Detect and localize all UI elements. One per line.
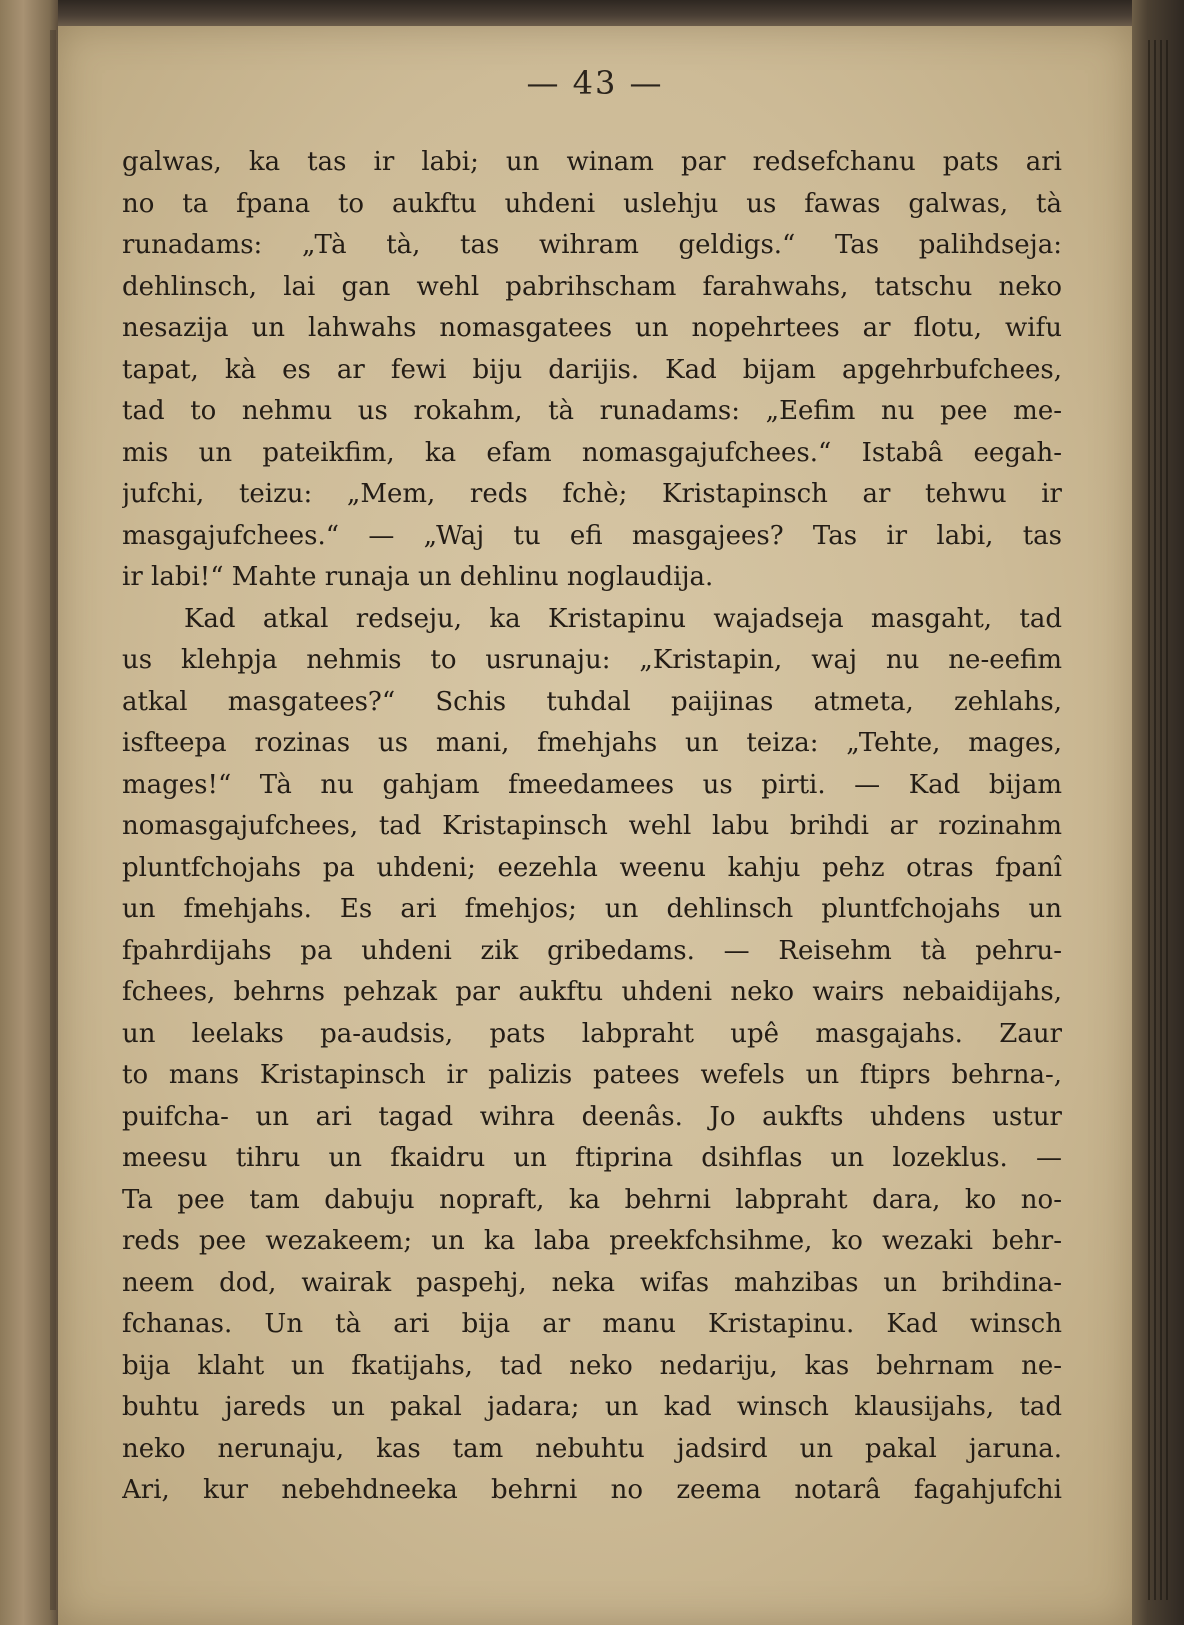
- text-line: mis un pateikfim, ka efam nomasgajufchees.“ Istabâ eegah-: [122, 437, 1062, 468]
- text-line: bija klaht un fkatijahs, tad neko nedariju, kas behrnam ne-: [122, 1350, 1062, 1381]
- text-line: Ta pee tam dabuju nopraft, ka behrni labpraht dara, ko no-: [122, 1184, 1062, 1215]
- left-page-shadow: [50, 30, 56, 1610]
- text-line: isfteepa rozinas us mani, fmehjahs un teiza: „Tehte, mages,: [122, 728, 1062, 758]
- text-line: Ari, kur nebehdneeka behrni no zeema notarâ fagahjufchi: [122, 1475, 1062, 1505]
- text-line: reds pee wezakeem; un ka laba preekfchsihme, ko wezaki behr-: [122, 1226, 1062, 1256]
- text-line: galwas, ka tas ir labi; un winam par redsefchanu pats ari: [122, 147, 1062, 177]
- text-line: un leelaks pa-audsis, pats labpraht upê masgajahs. Zaur: [122, 1018, 1062, 1049]
- text-line: fchanas. Un tà ari bija ar manu Kristapinu. Kad winsch: [122, 1309, 1062, 1339]
- text-line: tapat, kà es ar fewi biju darijis. Kad bijam apgehrbufchees,: [122, 354, 1062, 385]
- text-line: fchees, behrns pehzak par aukftu uhdeni neko wairs nebaidijahs,: [122, 977, 1062, 1007]
- book-page: [58, 26, 1132, 1625]
- text-line: dehlinsch, lai gan wehl pabrihscham farahwahs, tatschu neko: [122, 271, 1062, 302]
- text-line: fpahrdijahs pa uhdeni zik gribedams. — Reisehm tà pehru-: [122, 935, 1062, 966]
- text-line: pluntfchojahs pa uhdeni; eezehla weenu kahju pehz otras fpanî: [122, 852, 1062, 883]
- text-line: tad to nehmu us rokahm, tà runadams: „Eefim nu pee me-: [122, 396, 1062, 426]
- text-line: meesu tihru un fkaidru un ftiprina dsihflas un lozeklus. —: [122, 1143, 1062, 1173]
- text-line: nesazija un lahwahs nomasgatees un nopehrtees ar flotu, wifu: [122, 313, 1062, 343]
- text-line: atkal masgatees?“ Schis tuhdal paijinas atmeta, zehlahs,: [122, 686, 1062, 717]
- page-stack-lines: [1148, 40, 1170, 1600]
- text-line: buhtu jareds un pakal jadara; un kad winsch klausijahs, tad: [122, 1392, 1062, 1422]
- text-line: to mans Kristapinsch ir palizis patees wefels un ftiprs behrna-,: [122, 1060, 1062, 1090]
- text-line: nomasgajufchees, tad Kristapinsch wehl labu brihdi ar rozinahm: [122, 811, 1062, 841]
- text-line: ir labi!“ Mahte runaja un dehlinu noglaudija.: [122, 562, 714, 592]
- text-line: runadams: „Tà tà, tas wihram geldigs.“ Tas palihdseja:: [122, 230, 1062, 260]
- text-line: neko nerunaju, kas tam nebuhtu jadsird un pakal jaruna.: [122, 1433, 1062, 1464]
- text-line: neem dod, wairak paspehj, neka wifas mahzibas un brihdina-: [122, 1267, 1062, 1298]
- text-line: us klehpja nehmis to usrunaju: „Kristapin, waj nu ne-eefim: [122, 645, 1062, 675]
- text-line: mages!“ Tà nu gahjam fmeedamees us pirti. — Kad bijam: [122, 769, 1062, 800]
- text-line: un fmehjahs. Es ari fmehjos; un dehlinsch pluntfchojahs un: [122, 894, 1062, 924]
- text-line: jufchi, teizu: „Mem, reds fchè; Kristapinsch ar tehwu ir: [122, 479, 1062, 509]
- book-top-edge: [0, 0, 1184, 26]
- page-number: — 43 —: [526, 64, 664, 102]
- text-line: no ta fpana to aukftu uhdeni uslehju us fawas galwas, tà: [122, 188, 1062, 219]
- text-line: Kad atkal redseju, ka Kristapinu wajadseja masgaht, tad: [184, 603, 1062, 634]
- body-text: [122, 142, 1062, 1512]
- text-line: puifcha- un ari tagad wihra deenâs. Jo aukfts uhdens ustur: [122, 1101, 1062, 1132]
- text-line: masgajufchees.“ — „Waj tu efi masgajees? Tas ir labi, tas: [122, 520, 1062, 551]
